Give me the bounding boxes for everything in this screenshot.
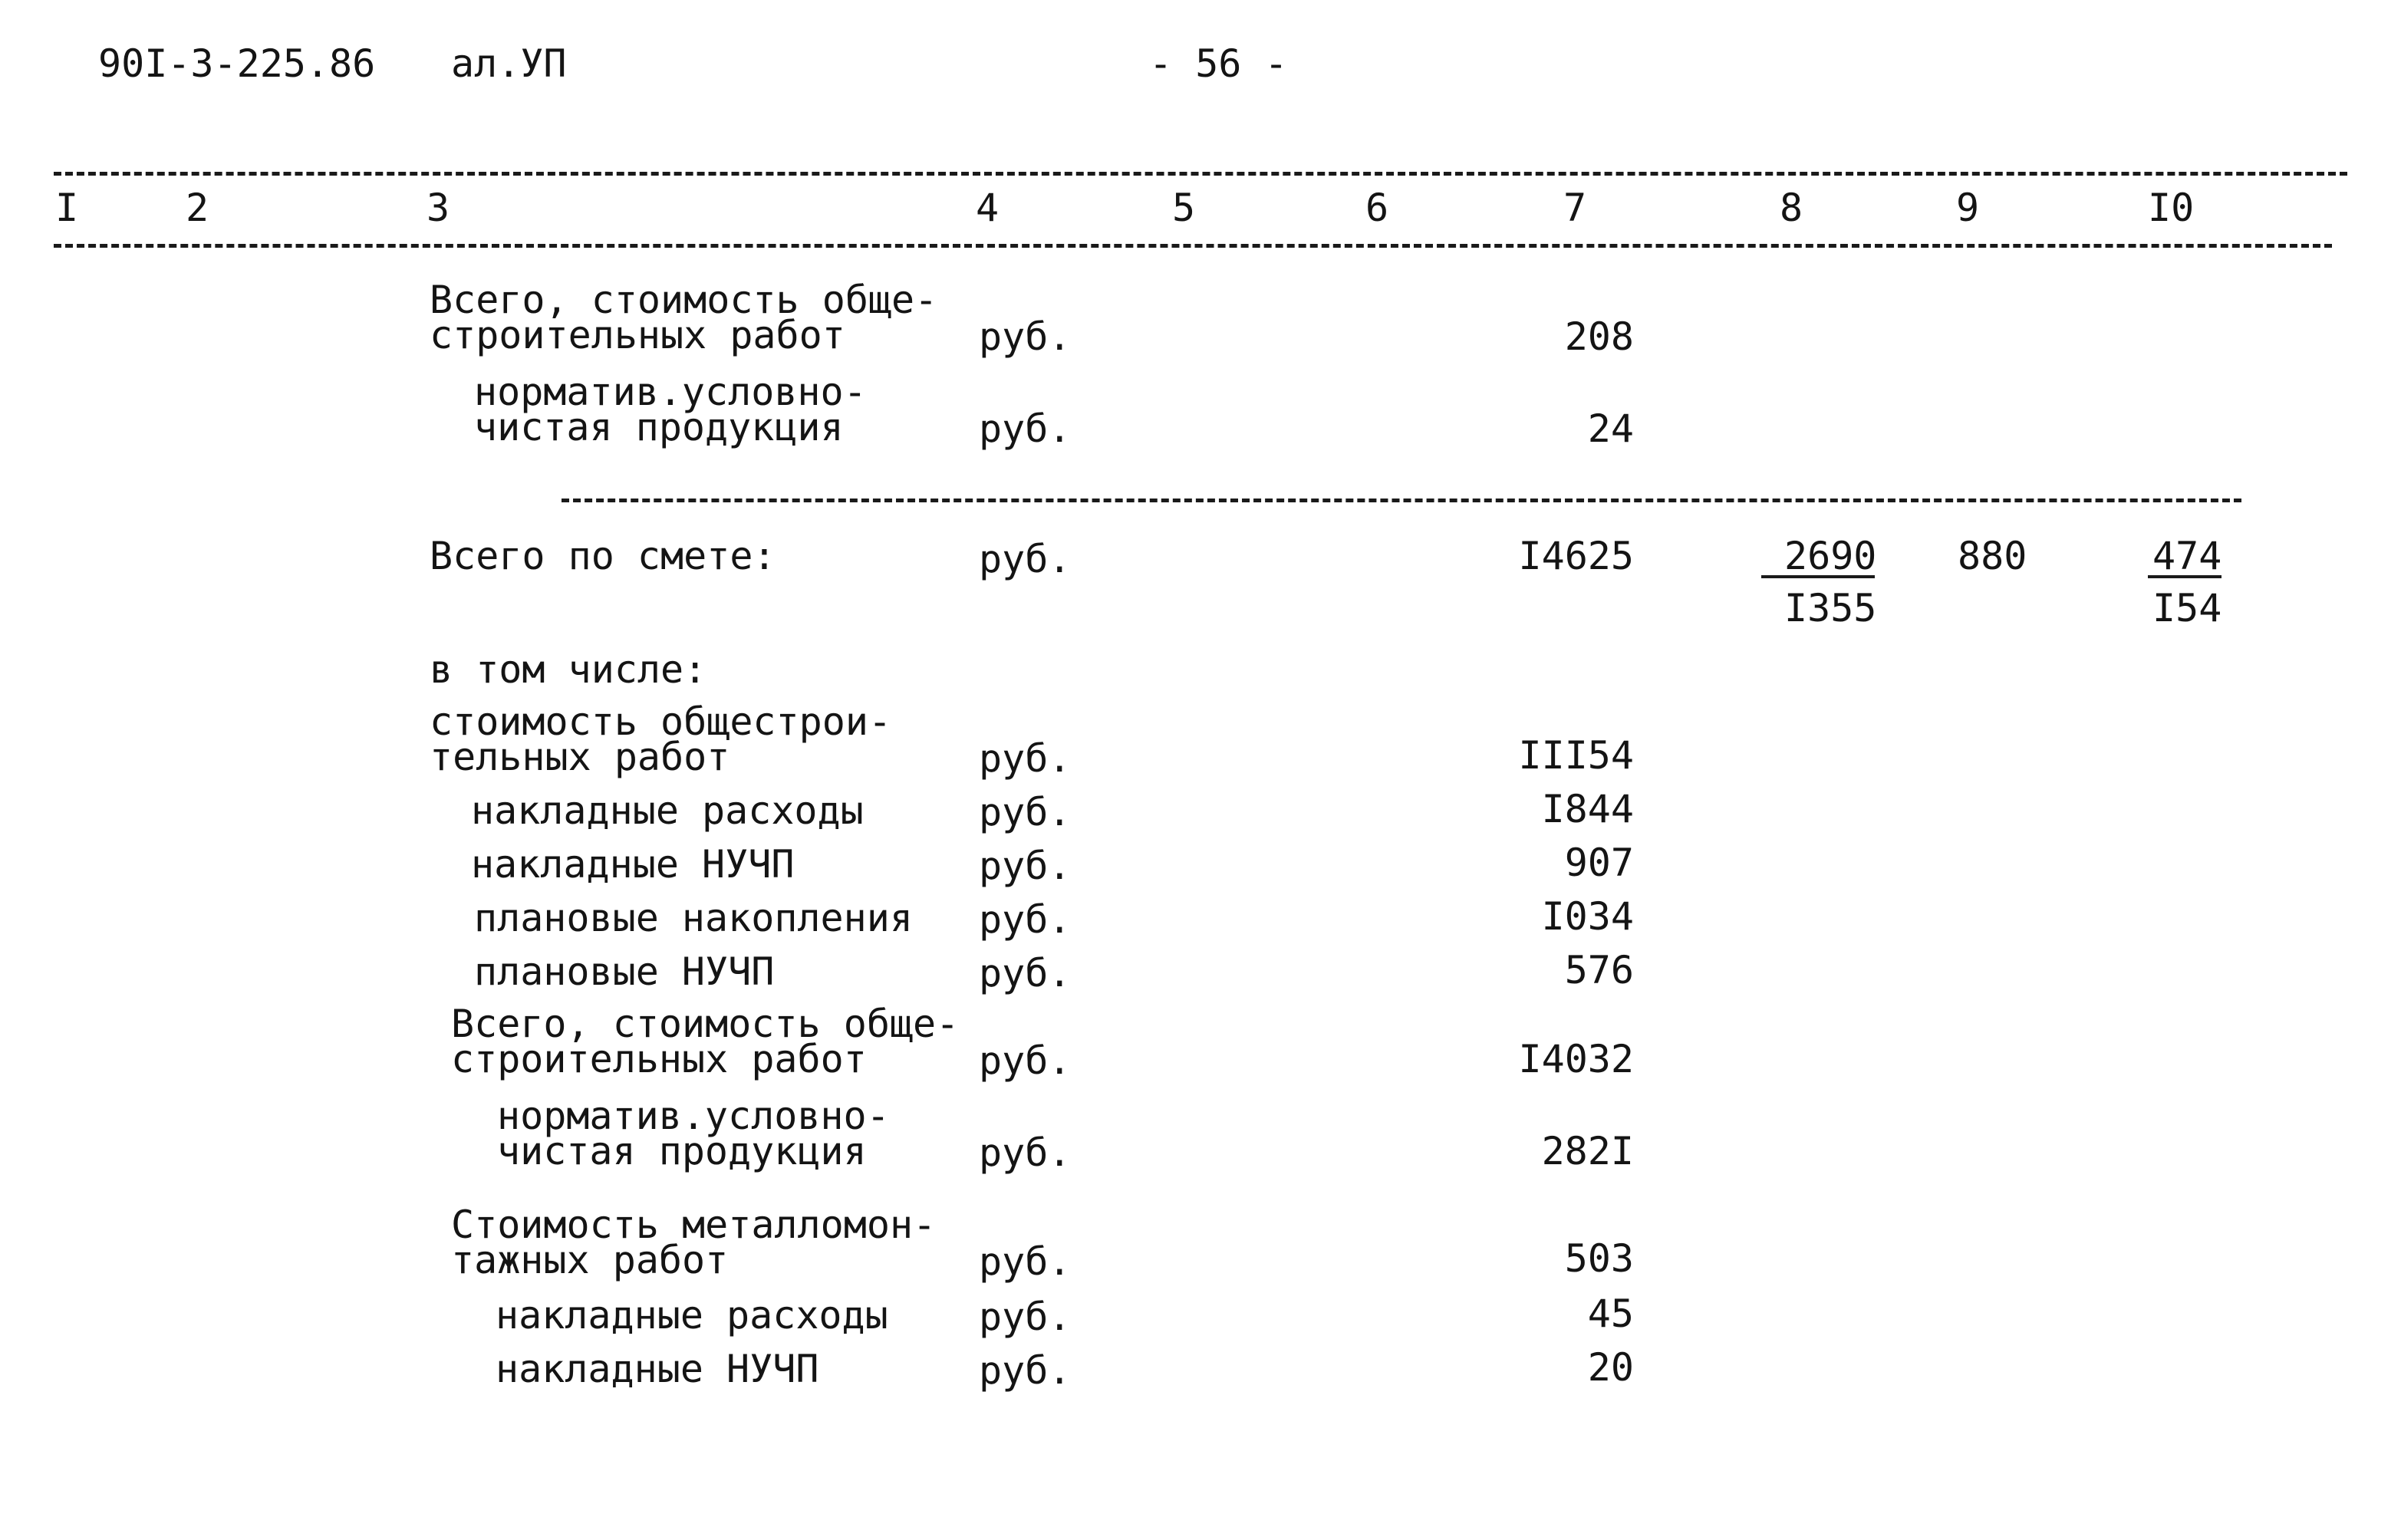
row-value-col7: 208 [1564,314,1634,359]
fraction-bar-col8 [1761,575,1875,578]
total-value-col10-top: 474 [2152,534,2222,578]
row-unit: руб. [979,844,1072,888]
total-value-col8-bottom: I355 [1784,586,1877,630]
row-label: накладные НУЧП [496,1347,819,1391]
row-value-col7: I844 [1541,787,1634,831]
row-label: чистая продукция [497,1129,867,1173]
row-unit: руб. [979,951,1072,995]
row-label: норматив.условно- [474,370,867,414]
column-header-1: I [55,186,79,230]
row-label: тажных работ [451,1238,729,1282]
row-unit: руб. [979,790,1072,834]
row-label: строительных работ [430,313,845,357]
total-unit: руб. [979,537,1072,581]
row-unit: руб. [979,1038,1072,1083]
column-header-8: 8 [1780,186,1803,230]
row-label: строительных работ [451,1037,867,1081]
row-value-col7: 45 [1587,1292,1634,1336]
row-unit: руб. [979,1239,1072,1284]
row-unit: руб. [979,314,1072,359]
row-label: накладные расходы [496,1293,888,1338]
row-value-col7: III54 [1518,733,1634,778]
row-value-col7: 282I [1541,1129,1634,1173]
row-value-col7: 503 [1564,1236,1634,1281]
page-number: - 56 - [1149,41,1288,86]
row-label: чистая продукция [474,405,844,449]
column-header-5: 5 [1172,186,1196,230]
row-label: стоимость общестрои- [430,699,892,744]
row-label: Стоимость металломон- [451,1203,937,1247]
row-value-col7: I034 [1541,894,1634,939]
row-unit: руб. [979,736,1072,781]
row-label: тельных работ [430,735,730,779]
row-label: накладные НУЧП [471,842,795,887]
total-label: Всего по смете: [430,534,776,578]
column-header-10: I0 [2148,186,2195,230]
row-label: Всего, стоимость обще- [451,1002,960,1046]
row-label: плановые НУЧП [474,949,775,994]
row-value-col7: I4032 [1518,1037,1634,1081]
row-label: норматив.условно- [497,1094,890,1138]
fraction-bar-col10 [2148,575,2222,578]
total-value-col7: I4625 [1518,534,1634,578]
row-label: накладные расходы [471,788,864,833]
total-value-col9: 880 [1958,534,2027,578]
row-value-col7: 24 [1587,406,1634,451]
header-bottom-rule [54,244,2332,248]
column-header-4: 4 [976,186,1000,230]
row-unit: руб. [979,897,1072,942]
row-label: Всего, стоимость обще- [430,278,938,322]
sheet-label: ал.УП [451,41,567,86]
document-code: 90I-3-225.86 [98,41,376,86]
column-header-6: 6 [1365,186,1389,230]
section-separator-rule [562,499,2241,502]
total-value-col8-top: 2690 [1784,534,1877,578]
row-label: плановые накопления [474,896,913,940]
including-label: в том числе: [430,647,707,692]
row-unit: руб. [979,1348,1072,1393]
row-value-col7: 20 [1587,1345,1634,1390]
header-top-rule [54,172,2347,176]
row-value-col7: 576 [1564,948,1634,992]
total-value-col10-bottom: I54 [2152,586,2222,630]
column-header-3: 3 [427,186,450,230]
row-value-col7: 907 [1564,841,1634,885]
column-header-7: 7 [1563,186,1587,230]
row-unit: руб. [979,1295,1072,1339]
row-unit: руб. [979,1130,1072,1175]
row-unit: руб. [979,406,1072,451]
column-header-9: 9 [1956,186,1980,230]
column-header-2: 2 [186,186,209,230]
